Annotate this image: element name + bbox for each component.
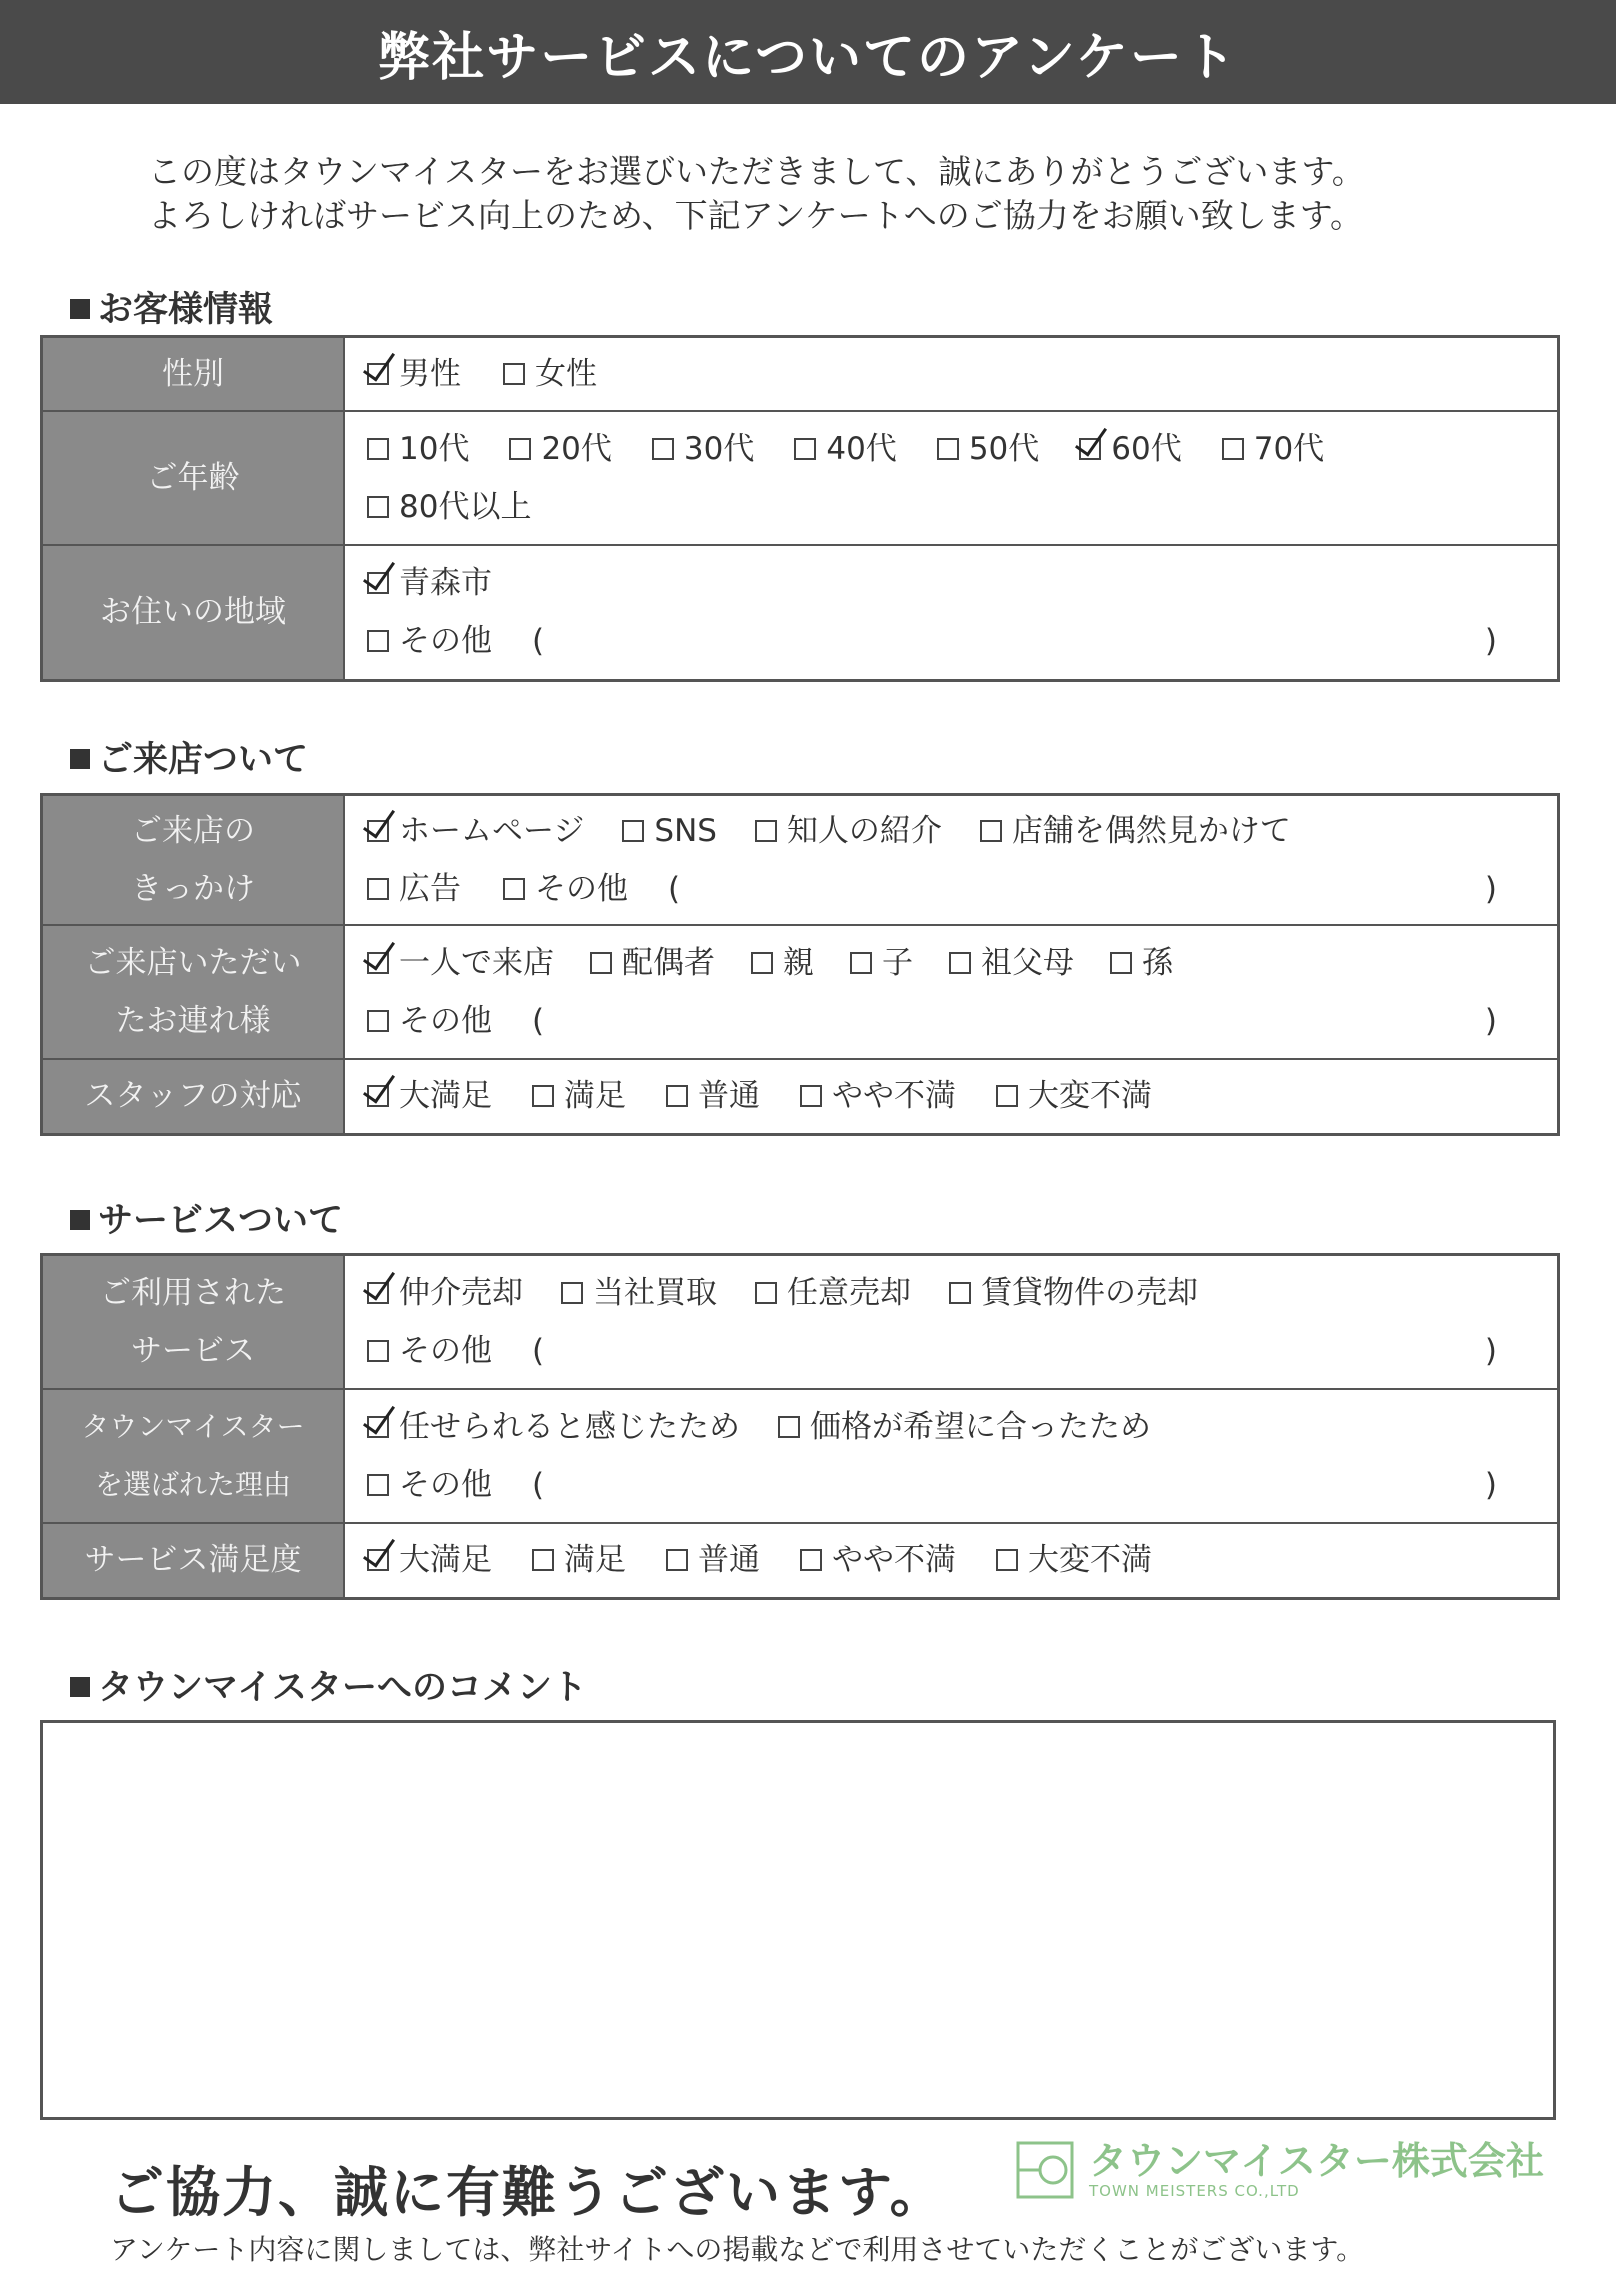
option-label: 親 (783, 944, 814, 981)
value-gender (344, 337, 1559, 411)
label-age: ご年齢 (42, 411, 345, 545)
checkbox-icon[interactable] (949, 1282, 971, 1304)
gender-options (367, 345, 1557, 403)
option-label: 40代 (826, 430, 897, 467)
checkbox-option[interactable] (800, 1531, 956, 1589)
checkbox-option[interactable] (367, 1398, 740, 1456)
option-label: 任せられると感じたため (399, 1408, 740, 1445)
checkbox-icon[interactable] (850, 952, 872, 974)
checkbox-icon[interactable] (503, 363, 525, 385)
bullet-square-icon (70, 749, 90, 769)
staff-options (367, 1067, 1557, 1125)
paren-open: ( (532, 1466, 545, 1503)
option-label: その他 (399, 1002, 492, 1039)
checkbox-checked-icon[interactable] (367, 952, 389, 974)
option-label: 青森市 (399, 565, 492, 602)
company-logo (1015, 2140, 1544, 2200)
satisfaction-options (367, 1531, 1557, 1589)
checkbox-option[interactable] (666, 1531, 760, 1589)
checkbox-option-aomori[interactable] (367, 554, 492, 612)
label-staff: スタッフの対応 (42, 1059, 345, 1135)
value-reason (344, 1389, 1559, 1523)
age-options (367, 420, 1547, 536)
option-label: 50代 (968, 430, 1040, 467)
checkbox-option[interactable] (561, 1264, 717, 1322)
checkbox-icon[interactable] (800, 1085, 822, 1107)
row-used-service (42, 1255, 1559, 1389)
label-line-1: ご来店いただい (84, 944, 302, 981)
label-trigger (42, 795, 345, 925)
section-heading-service (70, 1193, 343, 1243)
checkbox-icon[interactable] (666, 1549, 688, 1571)
checkbox-icon[interactable] (652, 438, 674, 460)
checkbox-icon[interactable] (755, 820, 777, 842)
intro-line-2: よろしければサービス向上のため、下記アンケートへのご協力をお願い致します。 (148, 196, 1364, 235)
option-label: 70代 (1253, 430, 1325, 467)
checkbox-option[interactable] (1110, 934, 1173, 992)
page-title: 弊社サービスについてのアンケート (378, 27, 1238, 88)
option-label: 大変不満 (1028, 1078, 1152, 1115)
value-staff (344, 1059, 1559, 1135)
customer-info-table (40, 335, 1560, 682)
option-label: SNS (654, 812, 717, 849)
reason-options (367, 1398, 1557, 1456)
footnote: アンケート内容に関しましては、弊社サイトへの掲載などで利用させていただくことがございます。 (110, 2233, 1365, 2266)
option-label: 店舗を偶然見かけて (1011, 812, 1291, 849)
option-label: 孫 (1142, 944, 1173, 981)
value-used-service (344, 1255, 1559, 1389)
row-satisfaction (42, 1523, 1559, 1599)
row-region (42, 545, 1559, 681)
checkbox-icon[interactable] (666, 1085, 688, 1107)
label-line-2: きっかけ (131, 870, 255, 907)
checkbox-checked-icon[interactable] (367, 1282, 389, 1304)
checkbox-option[interactable] (949, 934, 1074, 992)
checkbox-option[interactable] (367, 1264, 523, 1322)
section-heading-text: サービスついて (98, 1201, 344, 1241)
section-heading-customer (70, 282, 273, 332)
checkbox-icon[interactable] (794, 438, 816, 460)
paren-close: ) (1484, 870, 1497, 907)
checkbox-icon[interactable] (1222, 438, 1244, 460)
section-heading-text: お客様情報 (98, 290, 274, 330)
checkbox-checked-icon[interactable] (367, 572, 389, 594)
checkbox-option[interactable] (367, 345, 461, 403)
checkbox-icon[interactable] (367, 630, 389, 652)
used-service-options (367, 1264, 1557, 1322)
checkbox-option[interactable] (778, 1398, 1151, 1456)
paren-open: ( (532, 623, 545, 660)
option-label: 子 (882, 944, 913, 981)
checkbox-icon[interactable] (800, 1549, 822, 1571)
option-label: 普通 (698, 1078, 760, 1115)
checkbox-icon[interactable] (622, 820, 644, 842)
checkbox-option[interactable] (850, 934, 913, 992)
checkbox-checked-icon[interactable] (367, 1549, 389, 1571)
checkbox-icon[interactable] (590, 952, 612, 974)
section-heading-visit (70, 732, 308, 782)
label-line-2: サービス (131, 1332, 255, 1369)
option-label: 当社買取 (593, 1274, 717, 1311)
checkbox-option[interactable] (532, 1067, 626, 1125)
checkbox-option[interactable] (622, 802, 717, 860)
value-region (344, 545, 1559, 681)
checkbox-option[interactable] (503, 345, 597, 403)
row-trigger (42, 795, 1559, 925)
option-label: その他 (399, 1466, 492, 1503)
option-label: 10代 (399, 430, 470, 467)
value-satisfaction (344, 1523, 1559, 1599)
checkbox-option[interactable] (532, 1531, 626, 1589)
thanks-message: ご協力、誠に有難うございます。 (110, 2161, 946, 2224)
checkbox-option[interactable] (751, 934, 814, 992)
paren-open: ( (668, 870, 681, 907)
checkbox-option[interactable] (367, 420, 469, 478)
row-companion (42, 925, 1559, 1059)
option-label: 仲介売却 (399, 1274, 523, 1311)
checkbox-icon[interactable] (1110, 952, 1132, 974)
option-label: 任意売却 (787, 1274, 911, 1311)
checkbox-icon[interactable] (996, 1085, 1018, 1107)
option-label: 配偶者 (622, 944, 715, 981)
label-region: お住いの地域 (42, 545, 345, 681)
checkbox-option[interactable] (755, 1264, 911, 1322)
option-label: 大変不満 (1028, 1542, 1152, 1579)
value-trigger (344, 795, 1559, 925)
paren-close: ) (1484, 1332, 1497, 1369)
checkbox-icon[interactable] (949, 952, 971, 974)
checkbox-icon[interactable] (367, 1474, 389, 1496)
intro-text (148, 150, 1365, 238)
company-name-en: TOWN MEISTERS CO.,LTD (1089, 2182, 1300, 2200)
checkbox-checked-icon[interactable] (367, 363, 389, 385)
option-label: 知人の紹介 (786, 812, 942, 849)
companion-options (367, 934, 1557, 992)
checkbox-option[interactable] (996, 1067, 1152, 1125)
checkbox-icon[interactable] (509, 438, 531, 460)
checkbox-option[interactable] (1222, 420, 1324, 478)
label-line-2: を選ばれた理由 (94, 1467, 291, 1501)
reason-other-line (367, 1456, 1497, 1514)
checkbox-checked-icon[interactable] (367, 820, 389, 842)
checkbox-icon[interactable] (503, 878, 525, 900)
label-line-1: ご来店の (131, 812, 255, 849)
option-label: 一人で来店 (399, 944, 554, 981)
row-age (42, 411, 1559, 545)
logo-mark-icon (1015, 2140, 1075, 2200)
option-label: 男性 (399, 355, 461, 392)
label-satisfaction: サービス満足度 (42, 1523, 345, 1599)
option-label: 満足 (564, 1078, 626, 1115)
service-table (40, 1253, 1560, 1600)
region-other-line (367, 612, 1497, 670)
section-heading-text: ご来店ついて (98, 740, 309, 780)
option-label: その他 (399, 1332, 492, 1369)
visit-table (40, 793, 1560, 1136)
row-gender (42, 337, 1559, 411)
option-label: やや不満 (832, 1542, 956, 1579)
checkbox-option[interactable] (367, 1067, 492, 1125)
checkbox-icon[interactable] (751, 952, 773, 974)
option-label: 20代 (541, 430, 612, 467)
trigger-options (367, 802, 1557, 860)
option-label: 大満足 (399, 1542, 492, 1579)
checkbox-option[interactable] (666, 1067, 760, 1125)
option-label: 女性 (535, 355, 597, 392)
option-label: 大満足 (399, 1078, 492, 1115)
paren-close: ) (1484, 623, 1497, 660)
bullet-square-icon (70, 299, 90, 319)
checkbox-option[interactable] (509, 420, 611, 478)
checkbox-option[interactable] (367, 1531, 492, 1589)
checkbox-checked-icon[interactable] (1079, 438, 1101, 460)
option-label: 祖父母 (981, 944, 1074, 981)
checkbox-icon[interactable] (367, 1010, 389, 1032)
section-heading-comment (70, 1660, 587, 1710)
label-line-2: たお連れ様 (115, 1002, 271, 1039)
checkbox-option[interactable] (652, 420, 754, 478)
option-label: その他 (399, 623, 492, 660)
checkbox-option[interactable] (367, 934, 554, 992)
checkbox-option[interactable] (367, 478, 531, 536)
checkbox-option[interactable] (800, 1067, 956, 1125)
value-age (344, 411, 1559, 545)
checkbox-icon[interactable] (996, 1549, 1018, 1571)
checkbox-icon[interactable] (561, 1282, 583, 1304)
checkbox-option[interactable] (949, 1264, 1198, 1322)
option-label: 価格が希望に合ったため (810, 1408, 1151, 1445)
checkbox-icon[interactable] (367, 1340, 389, 1362)
checkbox-icon[interactable] (367, 496, 389, 518)
label-line-1: ご利用された (100, 1274, 286, 1311)
checkbox-icon[interactable] (778, 1416, 800, 1438)
paren-close: ) (1484, 1002, 1497, 1039)
row-reason (42, 1389, 1559, 1523)
trigger-other-line (367, 860, 1497, 918)
checkbox-option[interactable] (590, 934, 715, 992)
label-companion (42, 925, 345, 1059)
checkbox-option[interactable] (1079, 420, 1181, 478)
section-heading-text: タウンマイスターへのコメント (98, 1668, 587, 1708)
checkbox-option[interactable] (980, 802, 1291, 860)
label-used-service (42, 1255, 345, 1389)
companion-other-line (367, 992, 1497, 1050)
option-label: 満足 (564, 1542, 626, 1579)
checkbox-icon[interactable] (532, 1549, 554, 1571)
paren-open: ( (532, 1332, 545, 1369)
company-name: タウンマイスター株式会社 (1089, 2139, 1544, 2183)
checkbox-icon[interactable] (755, 1282, 777, 1304)
label-reason (42, 1389, 345, 1523)
checkbox-icon[interactable] (980, 820, 1002, 842)
checkbox-option[interactable] (996, 1531, 1152, 1589)
bullet-square-icon (70, 1677, 90, 1697)
option-label: ホームページ (399, 812, 585, 849)
bullet-square-icon (70, 1210, 90, 1230)
title-bar (0, 0, 1616, 104)
used-other-line (367, 1322, 1497, 1380)
label-gender: 性別 (42, 337, 345, 411)
option-label: 広告 (399, 870, 461, 907)
comment-textarea[interactable] (40, 1720, 1556, 2120)
option-label: やや不満 (832, 1078, 956, 1115)
value-companion (344, 925, 1559, 1059)
option-label: 60代 (1111, 430, 1182, 467)
paren-close: ) (1484, 1466, 1497, 1503)
intro-line-1: この度はタウンマイスターをお選びいただきまして、誠にありがとうございます。 (148, 152, 1365, 191)
checkbox-option[interactable] (367, 802, 584, 860)
paren-open: ( (532, 1002, 545, 1039)
checkbox-checked-icon[interactable] (367, 1416, 389, 1438)
checkbox-option[interactable] (937, 420, 1039, 478)
row-staff (42, 1059, 1559, 1135)
option-label: 80代以上 (399, 488, 532, 525)
checkbox-checked-icon[interactable] (367, 1085, 389, 1107)
option-label: 30代 (683, 430, 755, 467)
option-label: 普通 (698, 1542, 760, 1579)
label-line-1: タウンマイスター (81, 1409, 305, 1443)
option-label: その他 (535, 870, 628, 907)
option-label: 賃貸物件の売却 (981, 1274, 1198, 1311)
checkbox-icon[interactable] (367, 878, 389, 900)
checkbox-option[interactable] (755, 802, 942, 860)
checkbox-option[interactable] (794, 420, 896, 478)
checkbox-icon[interactable] (367, 438, 389, 460)
checkbox-icon[interactable] (532, 1085, 554, 1107)
checkbox-icon[interactable] (937, 438, 959, 460)
